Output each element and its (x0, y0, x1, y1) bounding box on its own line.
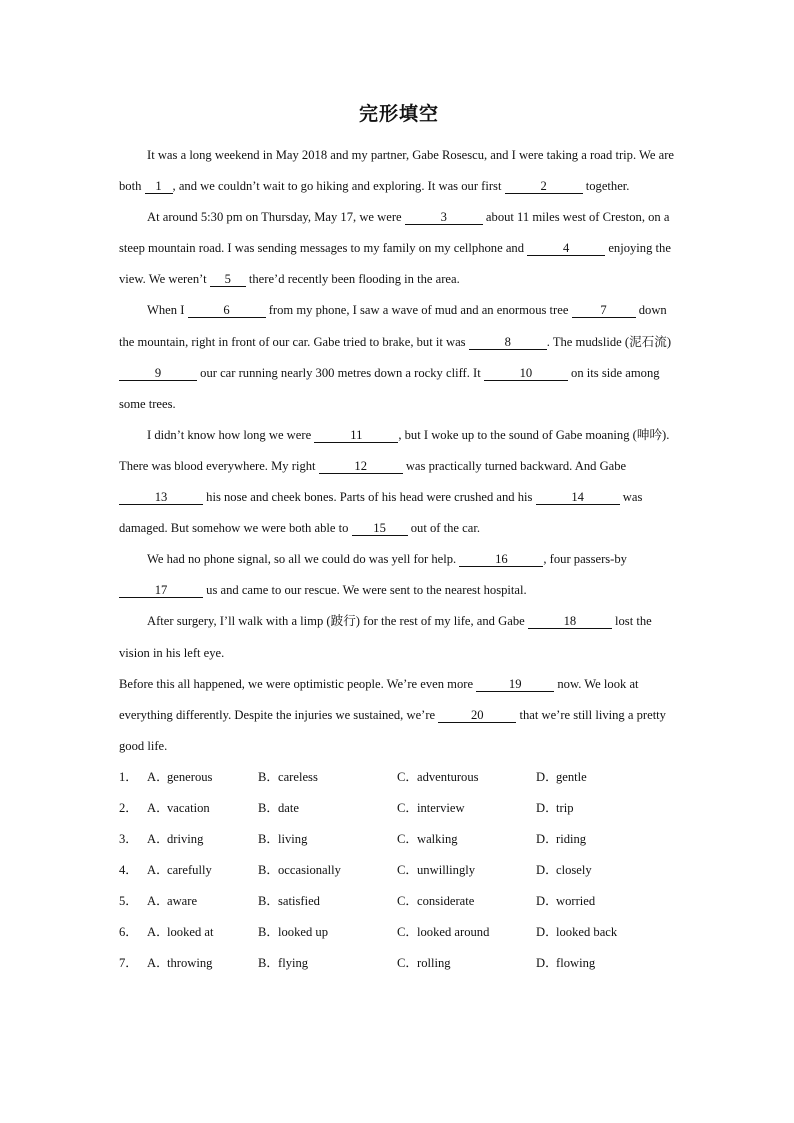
option-7-c (397, 948, 536, 979)
text: It was a long weekend in May 2018 and my partner, Gabe Rosescu, and I were taking a road trip. We are both (119, 148, 675, 194)
text: was practically turned backward. And Gabe (402, 458, 627, 473)
text: out of the car. (407, 521, 480, 536)
option-3-a (119, 824, 258, 855)
answer-options (119, 762, 679, 980)
option-text: considerate (417, 894, 475, 909)
paragraph-5 (119, 544, 679, 606)
option-letter: C． (397, 894, 418, 909)
option-letter: D． (536, 894, 558, 909)
text: down the mountain, right in front of our car. Gabe tried to brake, but it was (119, 303, 667, 349)
question-number: 1． (119, 769, 138, 784)
option-text: carefully (167, 863, 212, 878)
option-letter: A． (147, 800, 169, 815)
option-text: driving (167, 832, 204, 847)
text: , four passers-by (543, 552, 627, 567)
paragraph-7 (119, 669, 679, 762)
option-text: unwillingly (417, 863, 476, 878)
option-letter: A． (147, 863, 169, 878)
text: from my phone, I saw a wave of mud and an enormous tree (265, 303, 572, 318)
option-4-d (536, 855, 676, 886)
question-number: 4． (119, 863, 138, 878)
blank-13: 13 (119, 490, 203, 505)
option-text: satisfied (278, 894, 320, 909)
question-row-4 (119, 855, 679, 886)
blank-1: 1 (145, 179, 173, 194)
option-text: worried (556, 894, 596, 909)
question-row-6 (119, 917, 679, 948)
option-text: looked at (167, 925, 214, 940)
text: that we’re still living a pretty good life. (119, 707, 666, 753)
option-1-a (119, 762, 258, 793)
option-letter: B． (258, 863, 279, 878)
option-text: looked up (278, 925, 329, 940)
blank-17: 17 (119, 583, 203, 598)
option-letter: A． (147, 956, 169, 971)
option-letter: D． (536, 769, 558, 784)
text: . The mudslide (泥石流) (546, 334, 672, 349)
option-4-b (258, 855, 397, 886)
option-4-c (397, 855, 536, 886)
option-text: living (278, 832, 308, 847)
option-4-a (119, 855, 258, 886)
blank-4: 4 (527, 241, 605, 256)
text: lost the vision in his left eye. (119, 614, 652, 660)
option-letter: B． (258, 925, 279, 940)
blank-11: 11 (314, 428, 398, 443)
option-letter: D． (536, 925, 558, 940)
blank-2: 2 (505, 179, 583, 194)
text: enjoying the view. We weren’t (119, 241, 671, 287)
option-letter: B． (258, 956, 279, 971)
option-letter: D． (536, 956, 558, 971)
question-row-2 (119, 793, 679, 824)
text: At around 5:30 pm on Thursday, May 17, we were (147, 210, 405, 225)
option-2-a (119, 793, 258, 824)
option-text: vacation (167, 800, 210, 815)
blank-3: 3 (405, 210, 483, 225)
text: about 11 miles west of Creston, on a steep mountain road. I was sending messages to my family on my cellphone and (119, 210, 670, 256)
blank-18: 18 (528, 614, 612, 629)
option-letter: B． (258, 832, 279, 847)
option-text: interview (417, 800, 465, 815)
option-text: adventurous (417, 769, 479, 784)
question-row-5 (119, 886, 679, 917)
blank-12: 12 (319, 459, 403, 474)
option-text: riding (556, 832, 587, 847)
option-text: rolling (417, 956, 451, 971)
paragraph-4 (119, 420, 679, 544)
option-letter: B． (258, 800, 279, 815)
option-5-b (258, 886, 397, 917)
text: was damaged. But somehow we were both able to (119, 490, 643, 536)
option-text: closely (556, 863, 592, 878)
option-letter: C． (397, 925, 418, 940)
option-1-b (258, 762, 397, 793)
text: I didn’t know how long we were (147, 427, 315, 442)
blank-10: 10 (484, 366, 568, 381)
option-7-d (536, 948, 676, 979)
text: his nose and cheek bones. Parts of his head were crushed and his (203, 490, 536, 505)
option-text: occasionally (278, 863, 341, 878)
text: us and came to our rescue. We were sent to the nearest hospital. (203, 583, 527, 598)
option-text: throwing (167, 956, 213, 971)
option-text: aware (167, 894, 198, 909)
blank-20: 20 (438, 708, 516, 723)
option-letter: B． (258, 894, 279, 909)
text: on its side among some trees. (119, 365, 660, 411)
option-7-b (258, 948, 397, 979)
option-6-b (258, 917, 397, 948)
option-1-d (536, 762, 676, 793)
option-7-a (119, 948, 258, 979)
text: , but I woke up to the sound of Gabe moaning (呻吟). There was blood everywhere. My right (119, 427, 670, 473)
page-title: 完形填空 (358, 103, 439, 125)
option-5-a (119, 886, 258, 917)
option-letter: C． (397, 956, 418, 971)
option-text: generous (167, 769, 213, 784)
question-number: 6． (119, 925, 138, 940)
option-5-d (536, 886, 676, 917)
paragraph-3 (119, 295, 679, 419)
blank-19: 19 (476, 677, 554, 692)
option-2-b (258, 793, 397, 824)
blank-6: 6 (188, 303, 266, 318)
text: We had no phone signal, so all we could do was yell for help. (147, 552, 460, 567)
option-6-c (397, 917, 536, 948)
option-letter: D． (536, 800, 558, 815)
option-5-c (397, 886, 536, 917)
option-letter: A． (147, 769, 169, 784)
blank-5: 5 (210, 272, 246, 287)
option-text: looked around (417, 925, 490, 940)
option-letter: B． (258, 769, 279, 784)
text: now. We look at everything differently. Despite the injuries we sustained, we’re (119, 676, 639, 722)
option-letter: C． (397, 863, 418, 878)
paragraph-2 (119, 202, 679, 295)
question-number: 5． (119, 894, 138, 909)
option-letter: A． (147, 832, 169, 847)
option-letter: C． (397, 769, 418, 784)
option-text: walking (417, 832, 458, 847)
text: there’d recently been flooding in the area. (245, 272, 460, 287)
option-6-a (119, 917, 258, 948)
paragraph-6 (119, 606, 679, 668)
option-6-d (536, 917, 676, 948)
blank-7: 7 (572, 303, 636, 318)
blank-14: 14 (536, 490, 620, 505)
question-number: 7． (119, 956, 138, 971)
option-letter: C． (397, 800, 418, 815)
option-1-c (397, 762, 536, 793)
cloze-passage (119, 140, 679, 762)
option-text: looked back (556, 925, 618, 940)
document-page (119, 100, 679, 980)
option-text: trip (556, 800, 574, 815)
option-letter: A． (147, 925, 169, 940)
question-row-7 (119, 948, 679, 979)
text: Before this all happened, we were optimistic people. We’re even more (119, 676, 477, 691)
question-row-3 (119, 824, 679, 855)
blank-8: 8 (469, 335, 547, 350)
blank-15: 15 (352, 521, 408, 536)
option-text: careless (278, 769, 318, 784)
question-row-1 (119, 762, 679, 793)
text: our car running nearly 300 metres down a rocky cliff. It (197, 365, 484, 380)
question-number: 3． (119, 832, 138, 847)
option-3-c (397, 824, 536, 855)
blank-9: 9 (119, 366, 197, 381)
option-3-b (258, 824, 397, 855)
option-text: date (278, 800, 299, 815)
text: , and we couldn’t wait to go hiking and exploring. It was our first (172, 179, 505, 194)
paragraph-1 (119, 140, 679, 202)
option-letter: D． (536, 832, 558, 847)
option-letter: C． (397, 832, 418, 847)
text: When I (147, 303, 188, 318)
option-text: flowing (556, 956, 596, 971)
option-letter: A． (147, 894, 169, 909)
option-letter: D． (536, 863, 558, 878)
option-3-d (536, 824, 676, 855)
blank-16: 16 (459, 552, 543, 567)
option-text: gentle (556, 769, 587, 784)
option-2-c (397, 793, 536, 824)
text: After surgery, I’ll walk with a limp (跛行) for the rest of my life, and Gabe (147, 614, 528, 629)
option-2-d (536, 793, 676, 824)
option-text: flying (278, 956, 309, 971)
question-number: 2． (119, 800, 138, 815)
text: together. (582, 179, 630, 194)
